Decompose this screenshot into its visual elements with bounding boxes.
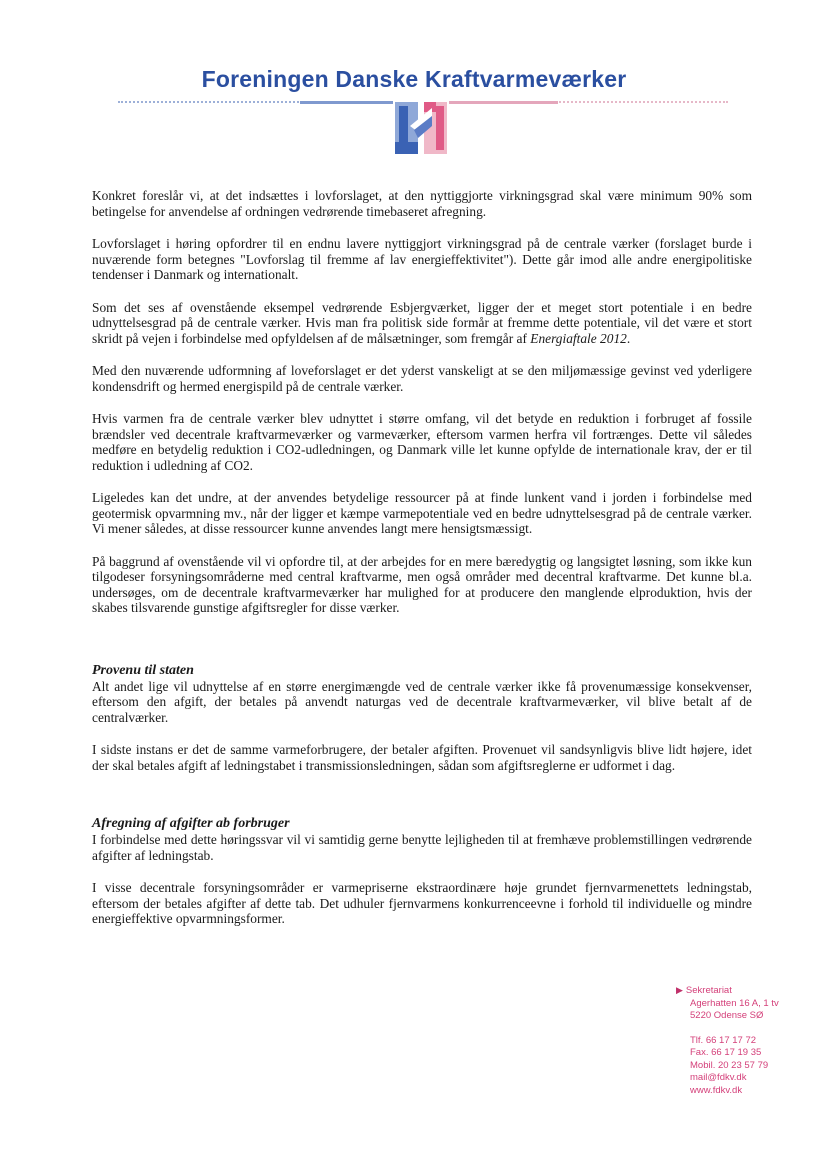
- paragraph: I sidste instans er det de samme varmeforbrugere, der betaler afgiften. Provenuet vil sandsynligvis blive lidt højere, idet der skal betales afgift af ledningstabet i transmissionsledningen, sådan som afgiftsreglerne er udformet i dag.: [92, 742, 752, 773]
- header-rule-pink-solid: [448, 101, 558, 104]
- contact-web: www.fdkv.dk: [690, 1084, 743, 1096]
- organization-name: Foreningen Danske Kraftvarmeværker: [201, 66, 627, 92]
- contact-address-2: 5220 Odense SØ: [690, 1010, 764, 1021]
- reference-title: Energiaftale 2012: [530, 330, 627, 346]
- contact-address-1: Agerhatten 16 A, 1 tv: [690, 997, 779, 1009]
- section-heading-provenu: Provenu til staten: [92, 662, 194, 678]
- contact-mobile: Mobil. 20 23 57 79: [690, 1059, 769, 1071]
- contact-phone: Tlf. 66 17 17 72: [690, 1034, 757, 1046]
- section-heading-afregning: Afregning af afgifter ab forbruger: [92, 816, 290, 831]
- triangle-bullet-icon: ▶: [676, 985, 683, 995]
- header-rule-blue-solid: [300, 101, 394, 104]
- paragraph: Konkret foreslår vi, at det indsættes i lovforslaget, at den nyttiggjorte virkningsgrad skal være minimum 90% som betingelse for anvendelse af ordningen vedrørende timebaseret afregning.: [92, 188, 752, 219]
- paragraph: På baggrund af ovenstående vil vi opfordre til, at der arbejdes for en mere bæredygtig og langsigtet løsning, som ikke kun tilgodeser forsyningsområderne med central kraftvarme, men også områder med decentral kraftvarme. Det kunne bl.a. undersøges, om de decentrale kraftvarmeværker har mulighed for at producere den manglende elproduktion, hvis der skabes tilsvarende gunstige afgiftsregler for disse værker.: [92, 553, 752, 615]
- contact-fax: Fax. 66 17 19 35: [690, 1047, 762, 1058]
- contact-block: [676, 984, 786, 1097]
- contact-label-line: [676, 984, 786, 998]
- paragraph: Ligeledes kan det undre, at der anvendes betydelige ressourcer på at finde lunkent vand i jorden i forbindelse med geotermisk opvarmning mv., når der ligger et kæmpe varmepotentiale ved en bedre udnyttelsesgrad på de centrale værker. Vi mener således, at disse ressourcer kunne anvendes langt mere hensigtsmæssigt.: [92, 490, 752, 536]
- contact-label: Sekretariat: [685, 985, 732, 996]
- paragraph: Hvis varmen fra de centrale værker blev udnyttet i større omfang, vil det betyde en reduktion i forbruget af fossile brændsler ved decentrale kraftvarmeværker og varmeværker, eftersom varmen herfra vil fortrænges. Dette vil således medføre en betydelig reduktion i CO2-udledningen, og Danmark ville let kunne opfylde de internationale krav, der er til reduktion i udledning af CO2.: [92, 411, 752, 473]
- contact-email: mail@fdkv.dk: [690, 1072, 747, 1083]
- fdkv-logo-icon: [392, 96, 450, 158]
- paragraph-end: .: [626, 330, 631, 346]
- paragraph: Lovforslaget i høring opfordrer til en endnu lavere nyttiggjort virkningsgrad på de centrale værker (forslaget burde i nuværende form betegnes "Lovforslag til fremme af lav energieffektivitet"). Dette går imod alle andre energipolitiske tendenser i Danmark og internationalt.: [92, 236, 752, 282]
- paragraph: Alt andet lige vil udnyttelse af en større energimængde ved de centrale værker ikke få provenumæssige konsekvenser, eftersom den afgift, der betales på anvendt naturgas ved de decentrale kraftvarmeværker, vil blive betalt af de centralværker.: [92, 678, 752, 725]
- paragraph: [92, 300, 752, 347]
- paragraph: I forbindelse med dette høringssvar vil vi samtidig gerne benytte lejligheden til at fremhæve problemstillingen vedrørende afgifter af ledningstab.: [92, 832, 752, 863]
- paragraph-text: Som det ses af ovenstående eksempel vedrørende Esbjergværket, ligger der et meget stort potentiale i en bedre udnyttelsesgrad på de centrale værker. Hvis man fra politisk side formår at fremme dette potentiale, vil det være et stort skridt på vejen i forbindelse med opfyldelsen af de målsætninger, som fremgår af: [92, 299, 752, 346]
- paragraph: Med den nuværende udformning af loveforslaget er det yderst vanskeligt at se den miljømæssige gevinst ved yderligere kondensdrift og hermed energispild på de centrale værker.: [92, 363, 752, 394]
- paragraph: I visse decentrale forsyningsområder er varmepriserne ekstraordinære høje grundet fjernvarmenettets ledningstab, eftersom der betales afgifter af dette tab. Det udhuler fjernvarmens konkurrenceevne i forhold til individuelle og mindre energieffektive opvarmningsformer.: [92, 880, 752, 926]
- letter-body: [92, 188, 752, 944]
